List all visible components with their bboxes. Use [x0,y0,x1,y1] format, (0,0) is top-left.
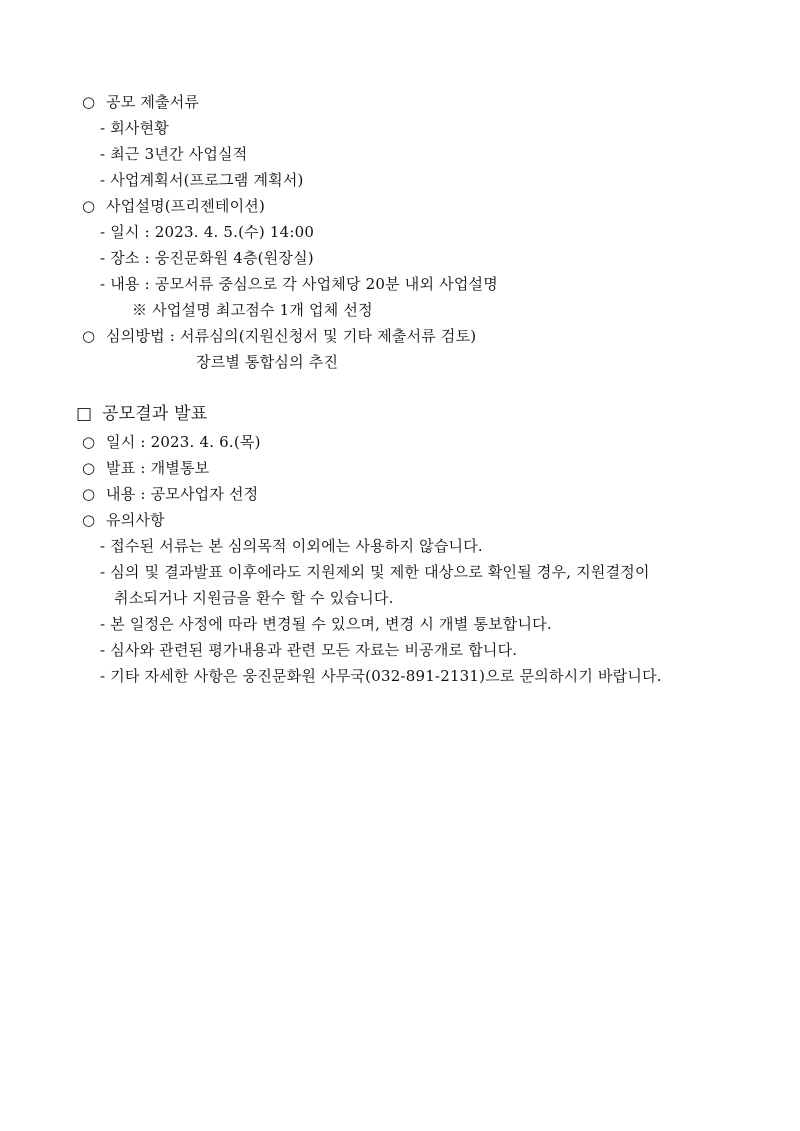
docs-item: - 회사현황 [100,119,169,137]
result-item-row [82,458,209,478]
result-item-row [82,484,258,504]
result-item: 발표 : 개별통보 [106,459,210,477]
result-item: 유의사항 [106,511,165,529]
notice-item-continued: 취소되거나 지원금을 환수 할 수 있습니다. [114,589,394,607]
review-method: 심의방법 : 서류심의(지원신청서 및 기타 제출서류 검토) [106,327,477,345]
review-method-row [82,326,476,346]
result-item: 내용 : 공모사업자 선정 [106,485,259,503]
presentation-title: 사업설명(프리젠테이션) [106,197,266,215]
presentation-item: - 일시 : 2023. 4. 5.(수) 14:00 [100,223,315,241]
section-heading-row [76,404,207,424]
presentation-title-row [82,196,265,216]
result-item-row [82,510,165,530]
circle-bullet-icon: ○ [82,93,96,111]
circle-bullet-icon: ○ [82,433,96,451]
notice-item: - 본 일정은 사정에 따라 변경될 수 있으며, 변경 시 개별 통보합니다. [100,615,552,633]
notice-item: - 심사와 관련된 평가내용과 관련 모든 자료는 비공개로 합니다. [100,641,518,659]
docs-title-row [82,92,199,112]
notice-item: - 심의 및 결과발표 이후에라도 지원제외 및 제한 대상으로 확인될 경우, 지원결정이 [100,563,650,581]
section-heading: 공모결과 발표 [102,404,208,424]
presentation-item: - 내용 : 공모서류 중심으로 각 사업체당 20분 내외 사업설명 [100,275,498,293]
circle-bullet-icon: ○ [82,511,96,529]
circle-bullet-icon: ○ [82,197,96,215]
notice-item: - 접수된 서류는 본 심의목적 이외에는 사용하지 않습니다. [100,537,483,555]
docs-item: - 사업계획서(프로그램 계획서) [100,171,304,189]
result-item: 일시 : 2023. 4. 6.(목) [106,433,261,451]
notice-item: - 기타 자세한 사항은 웅진문화원 사무국(032-891-2131)으로 문의하시기 바랍니다. [100,667,662,685]
docs-item: - 최근 3년간 사업실적 [100,145,248,163]
review-method-continued: 장르별 통합심의 추진 [196,353,339,371]
square-bullet-icon: □ [76,404,93,424]
circle-bullet-icon: ○ [82,327,96,345]
docs-title: 공모 제출서류 [106,93,200,111]
circle-bullet-icon: ○ [82,459,96,477]
result-item-row [82,432,261,452]
circle-bullet-icon: ○ [82,485,96,503]
presentation-note: ※ 사업설명 최고점수 1개 업체 선정 [132,301,373,319]
presentation-item: - 장소 : 웅진문화원 4층(원장실) [100,249,314,267]
